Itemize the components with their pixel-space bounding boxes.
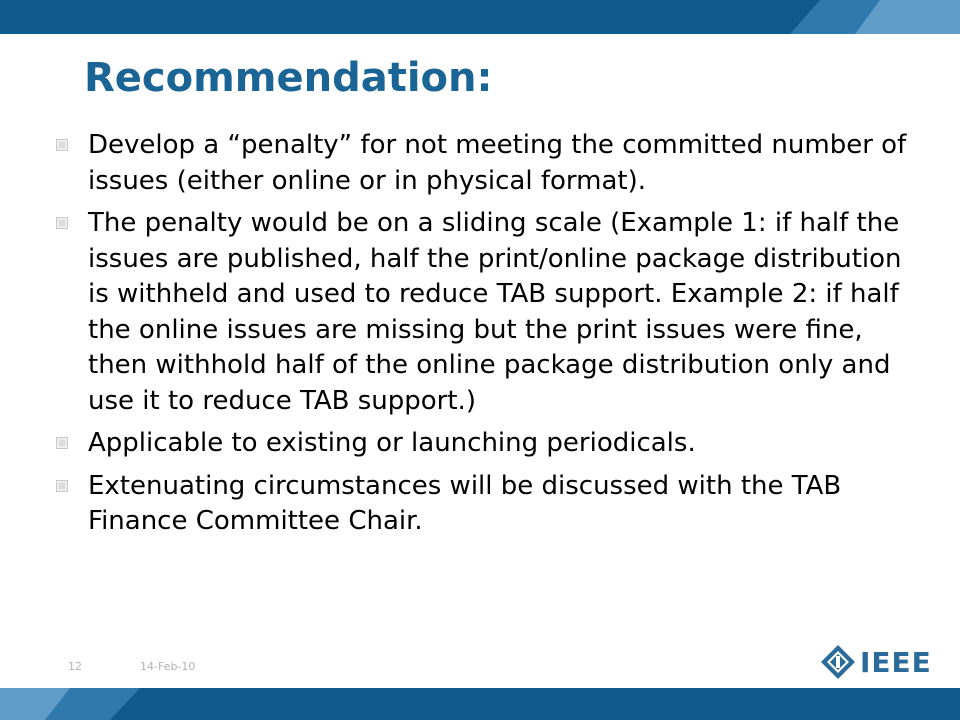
top-banner bbox=[0, 0, 960, 34]
bullet-item bbox=[56, 206, 916, 419]
bullet-text: Extenuating circumstances will be discussed with the TAB Finance Committee Chair. bbox=[88, 470, 842, 536]
logo-text: IEEE bbox=[860, 645, 932, 679]
slide-number: 12 bbox=[68, 660, 82, 673]
bullet-item bbox=[56, 128, 916, 199]
bullet-text: The penalty would be on a sliding scale (Example 1: if half the issues are published, half the print/online package distribution is withheld and used to reduce TAB support. Example 2: if half the online issues are missing but the print issues were fine, then withhold half of the online package distribution only and use it to reduce TAB support.) bbox=[88, 208, 902, 416]
bullet-list bbox=[56, 128, 916, 547]
bullet-text: Develop a “penalty” for not meeting the committed number of issues (either online or in physical format). bbox=[88, 130, 907, 196]
square-bullet-icon bbox=[56, 480, 68, 492]
ieee-diamond-logo-icon bbox=[820, 644, 856, 680]
square-bullet-icon bbox=[56, 437, 68, 449]
bottom-banner bbox=[0, 688, 960, 720]
bullet-item bbox=[56, 426, 916, 462]
square-bullet-icon bbox=[56, 217, 68, 229]
ieee-logo bbox=[820, 642, 932, 682]
bullet-item bbox=[56, 469, 916, 540]
slide-title: Recommendation: bbox=[84, 55, 493, 101]
square-bullet-icon bbox=[56, 139, 68, 151]
bullet-text: Applicable to existing or launching periodicals. bbox=[88, 428, 696, 458]
slide-date: 14-Feb-10 bbox=[140, 660, 196, 673]
